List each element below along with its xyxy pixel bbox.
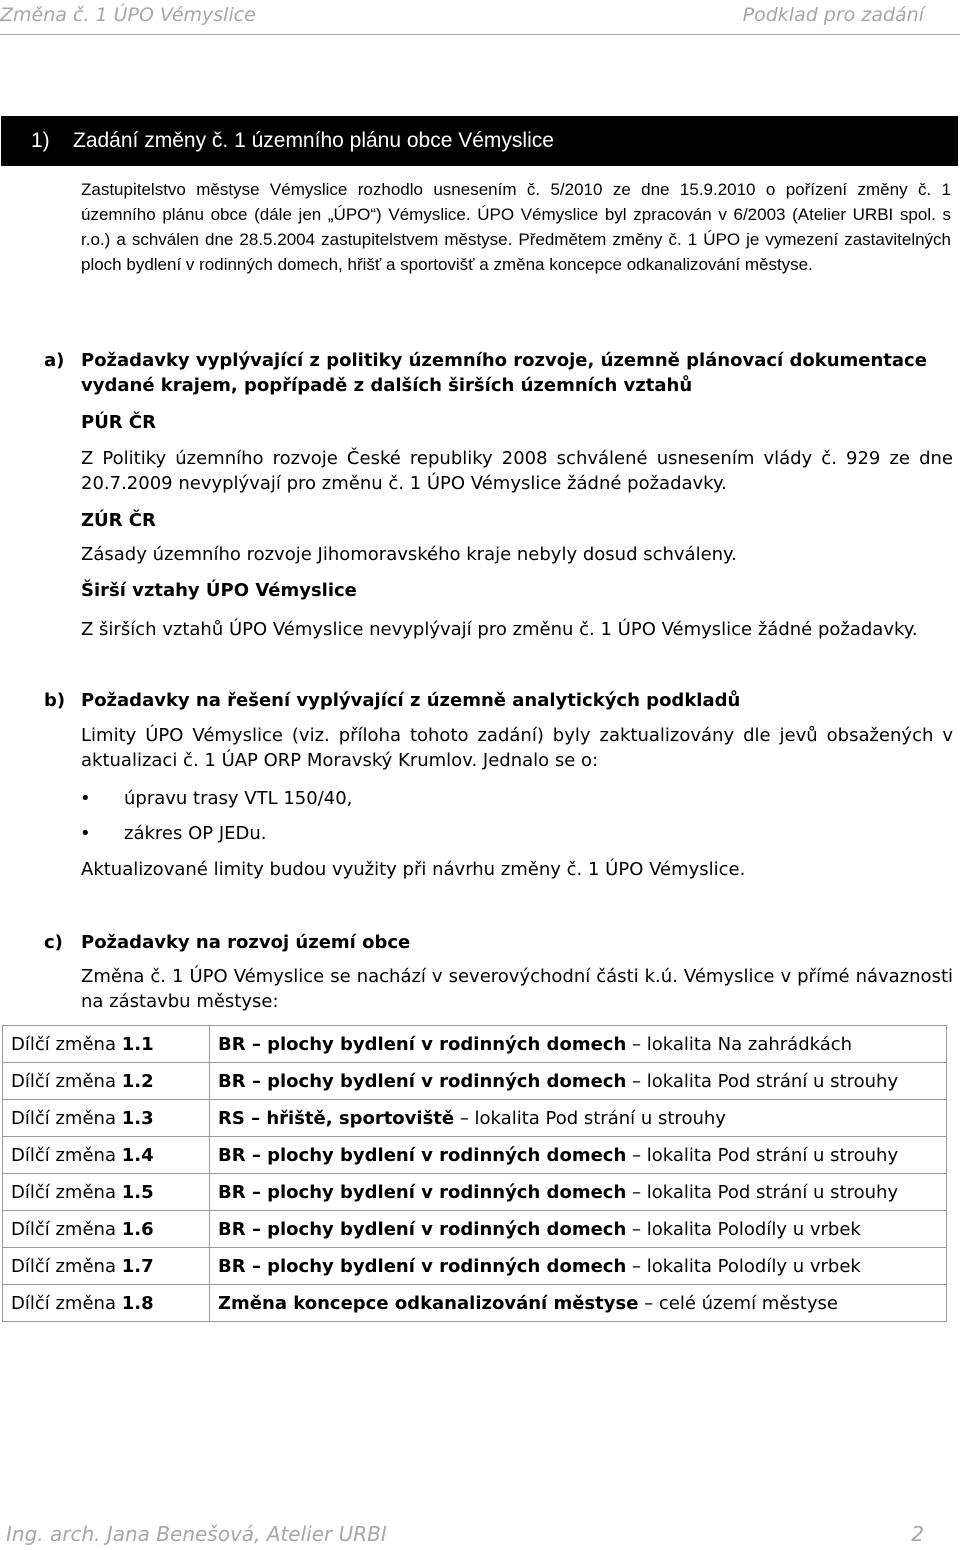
change-label: Dílčí změna 1.1 <box>3 1026 210 1063</box>
header-right: Podklad pro zadání <box>742 4 924 26</box>
change-description: Změna koncepce odkanalizování městyse – celé území městyse <box>210 1285 947 1322</box>
change-label: Dílčí změna 1.2 <box>3 1063 210 1100</box>
wide-relations-text: Z širších vztahů ÚPO Vémyslice nevyplývají pro změnu č. 1 ÚPO Vémyslice žádné požadavky. <box>81 619 918 640</box>
intro-paragraph: Zastupitelstvo městyse Vémyslice rozhodlo usnesením č. 5/2010 ze dne 15.9.2010 o pořízení změny č. 1 územního plánu obce (dále jen „ÚPO“) Vémyslice. ÚPO Vémyslice byl zpracován v 6/2003 (Atelier URBI spol. s r.o.) a schválen dne 28.5.2004 zastupitelstvem městyse. Předmětem změny č. 1 ÚPO je vymezení zastavitelných ploch bydlení v rodinných domech, hřišť a sportovišť a změna koncepce odkanalizování městyse. <box>81 180 951 274</box>
heading-title: Zadání změny č. 1 územního plánu obce Vémyslice <box>73 129 554 152</box>
change-description: RS – hřiště, sportoviště – lokalita Pod strání u strouhy <box>210 1100 947 1137</box>
section-c-title: Požadavky na rozvoj území obce <box>81 932 411 953</box>
table-row <box>3 1248 947 1285</box>
page-number: 2 <box>911 1522 924 1546</box>
change-description: BR – plochy bydlení v rodinných domech – lokalita Pod strání u strouhy <box>210 1063 947 1100</box>
wide-relations-title: Širší vztahy ÚPO Vémyslice <box>81 580 357 601</box>
header-divider <box>0 34 960 35</box>
bullet-dot-icon: • <box>80 823 91 844</box>
bullet-item-2: zákres OP JEDu. <box>124 823 267 844</box>
footer-author: Ing. arch. Jana Benešová, Atelier URBI <box>6 1522 387 1546</box>
section-c-letter: c) <box>44 932 63 953</box>
section-a-title: Požadavky vyplývající z politiky územního rozvoje, územně plánovací dokumentace vydané krajem, popřípadě z dalších širších územních vztahů <box>81 350 927 396</box>
heading-number: 1) <box>31 129 50 152</box>
header-left: Změna č. 1 ÚPO Vémyslice <box>0 4 256 26</box>
bullet-item-1: úpravu trasy VTL 150/40, <box>124 788 353 809</box>
table-row <box>3 1100 947 1137</box>
zur-text: Zásady územního rozvoje Jihomoravského kraje nebyly dosud schváleny. <box>81 544 737 565</box>
pur-text: Z Politiky územního rozvoje České republiky 2008 schválené usnesením vlády č. 929 ze dne 20.7.2009 nevyplývají pro změnu č. 1 ÚPO Vémyslice žádné požadavky. <box>81 448 953 494</box>
change-label: Dílčí změna 1.5 <box>3 1174 210 1211</box>
change-description: BR – plochy bydlení v rodinných domech – lokalita Na zahrádkách <box>210 1026 947 1063</box>
section-a-letter: a) <box>44 350 65 371</box>
change-label: Dílčí změna 1.8 <box>3 1285 210 1322</box>
table-row <box>3 1211 947 1248</box>
change-description: BR – plochy bydlení v rodinných domech – lokalita Polodíly u vrbek <box>210 1248 947 1285</box>
section-b-title: Požadavky na řešení vyplývající z územně analytických podkladů <box>81 690 741 711</box>
zur-title: ZÚR ČR <box>81 510 156 531</box>
table-row <box>3 1063 947 1100</box>
change-label: Dílčí změna 1.4 <box>3 1137 210 1174</box>
change-description: BR – plochy bydlení v rodinných domech – lokalita Polodíly u vrbek <box>210 1211 947 1248</box>
table-row <box>3 1174 947 1211</box>
table-row <box>3 1285 947 1322</box>
section-heading-bar <box>1 116 958 166</box>
change-label: Dílčí změna 1.7 <box>3 1248 210 1285</box>
change-description: BR – plochy bydlení v rodinných domech – lokalita Pod strání u strouhy <box>210 1137 947 1174</box>
section-b-text: Limity ÚPO Vémyslice (viz. příloha tohoto zadání) byly zaktualizovány dle jevů obsažených v aktualizaci č. 1 ÚAP ORP Moravský Krumlov. Jednalo se o: <box>81 725 953 771</box>
change-label: Dílčí změna 1.3 <box>3 1100 210 1137</box>
pur-title: PÚR ČR <box>81 412 157 433</box>
section-b-after: Aktualizované limity budou využity při návrhu změny č. 1 ÚPO Vémyslice. <box>81 859 746 880</box>
change-label: Dílčí změna 1.6 <box>3 1211 210 1248</box>
table-row <box>3 1137 947 1174</box>
change-description: BR – plochy bydlení v rodinných domech – lokalita Pod strání u strouhy <box>210 1174 947 1211</box>
changes-table <box>2 1025 947 1322</box>
section-c-text: Změna č. 1 ÚPO Vémyslice se nachází v severovýchodní části k.ú. Vémyslice v přímé návaznosti na zástavbu městyse: <box>81 966 953 1012</box>
bullet-dot-icon: • <box>80 788 91 809</box>
table-row <box>3 1026 947 1063</box>
section-b-letter: b) <box>44 690 66 711</box>
